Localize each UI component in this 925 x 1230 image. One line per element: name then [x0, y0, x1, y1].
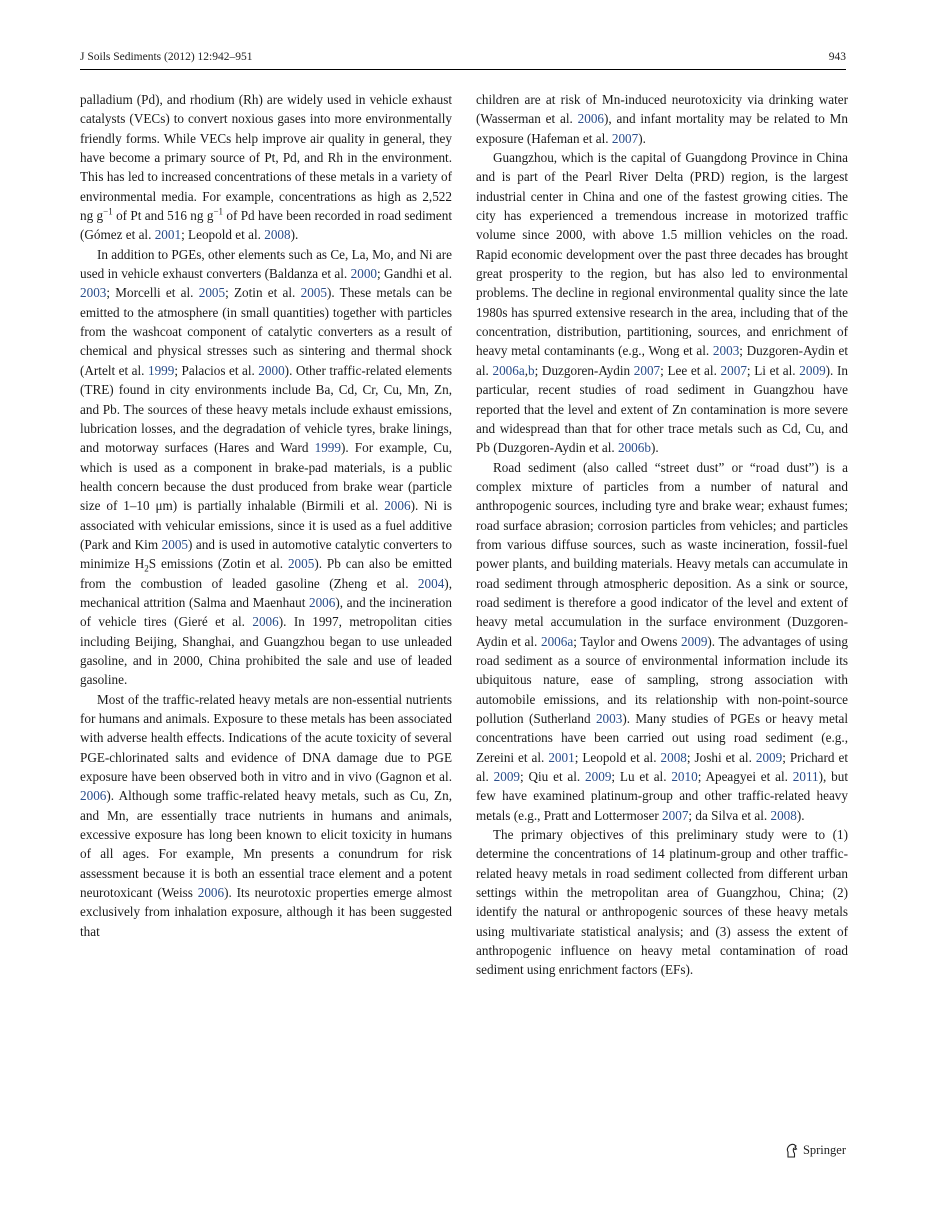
citation-link[interactable]: 2005 — [287, 556, 315, 572]
citation-link[interactable]: 2010 — [671, 769, 698, 785]
citation-link[interactable]: 2007 — [633, 362, 661, 378]
citation-link[interactable]: 2003 — [712, 343, 740, 359]
citation-link[interactable]: 2003 — [80, 285, 107, 301]
left-column — [80, 90, 452, 941]
citation-link[interactable]: 2007 — [662, 807, 689, 823]
citation-link[interactable]: 2007 — [720, 362, 747, 378]
citation-link[interactable]: 2006 — [384, 498, 411, 514]
publisher-name: Springer — [802, 1142, 846, 1157]
paragraph: Most of the traffic-related heavy metals are non-essential nutrients for humans and animals. Exposure to these metals has been associated with adverse health effects. Indications of the acute toxicity of several PGE-chlorinated salts and evidence of DNA damage due to PGE exposure have been observed both in vitro and in vivo (Gagnon et al. 2006). Although some traffic-related heavy metals, such as Cu, Zn, and Mn, are essentially trace nutrients in humans and animals, excessive exposure has long been known to elicit toxicity in humans of all ages. For example, Mn presents a conundrum for risk assessment because it is both an essential trace element and a potent neurotoxicant (Weiss 2006). Its neurotoxic properties emerge almost exclusively from inhalation exposure, although it has been suggested that — [80, 691, 452, 939]
publisher-footer — [785, 1141, 846, 1159]
header-rule — [80, 69, 846, 70]
citation-link[interactable]: 2011 — [792, 769, 819, 785]
citation-link[interactable]: 2000 — [350, 266, 377, 282]
citation-link[interactable]: 2006 — [197, 885, 225, 901]
citation-link[interactable]: 2009 — [755, 749, 783, 765]
citation-link[interactable]: 2001 — [548, 749, 575, 765]
paragraph: palladium (Pd), and rhodium (Rh) are widely used in vehicle exhaust catalysts (VECs) to convert noxious gases into more environmentally friendly forms. While VECs help improve air quality in general, they have become a primary source of Pt, Pd, and Rh in the environment. This has led to increased concentrations of these metals in a variety of environmental media. For example, concentrations as high as 2,522 ng $g^{-1}$ of Pt and 516 ng $g^{-1}$ of Pd have been recorded in road sediment (Gómez et al. 2001; Leopold et al. 2008). — [80, 92, 452, 243]
citation-link[interactable]: 2005 — [300, 285, 327, 301]
citation-link[interactable]: 2005 — [198, 285, 226, 301]
citation-link[interactable]: 2008 — [660, 749, 687, 765]
citation-link[interactable]: 2009 — [799, 362, 826, 378]
citation-link[interactable]: 2006 — [80, 788, 107, 804]
citation-link[interactable]: 2008 — [264, 227, 291, 243]
right-column — [476, 90, 848, 980]
citation-link[interactable]: 2006a — [492, 362, 525, 378]
paragraph: Guangzhou, which is the capital of Guangdong Province in China and is part of the Pearl River Delta (PRD) region, is the largest industrial center in China and one of the fastest growing cities. The city has experienced a tremendous increase in motorized traffic volume since 2000, with above 1.5 million vehicles on the road. Rapid economic development over the past three decades has brought great prosperity to the region, but has also led to environmental problems. The decline in regional environmental quality since the late 1980s has spurred extensive research in the area, including that of the concentration, distribution, partitioning, sources, and enrichment of heavy metal contaminants (e.g., Wong et al. 2003; Duzgoren-Aydin et al. 2006a,b; Duzgoren-Aydin 2007; Lee et al. 2007; Li et al. 2009). In particular, recent studies of road sediment in Guangzhou have reported that the level and extent of Zn contamination is more severe and widespread than that for other trace metals such as Cd, Cu, and Pb (Duzgoren-Aydin et al. 2006b). — [476, 150, 849, 456]
citation-link[interactable]: 2004 — [417, 575, 445, 591]
citation-link[interactable]: 1999 — [314, 440, 341, 456]
citation-link[interactable]: 2003 — [595, 711, 623, 726]
paragraph: The primary objectives of this preliminary study were to (1) determine the concentrations of 14 platinum-group and other traffic-related heavy metals in road sediment collected from different urban settings within the metropolitan area of Guangzhou, China; (2) identify the natural or anthropogenic sources of these heavy metals using multivariate statistical analysis; and (3) assess the extent of anthropogenic influence on heavy metal contamination of road sediment using enrichment factors (EFs). — [476, 827, 848, 978]
page-number: 943 — [828, 51, 846, 63]
citation-link[interactable]: 2007 — [611, 130, 639, 146]
citation-link[interactable]: 2006 — [308, 594, 336, 610]
citation-link[interactable]: 2009 — [585, 769, 612, 785]
citation-link[interactable]: 2000 — [258, 362, 285, 378]
paragraph: children are at risk of Mn-induced neurotoxicity via drinking water (Wasserman et al. 2006), and infant mortality may be related to Mn exposure (Hafeman et al. 2007). — [476, 92, 848, 146]
citation-link[interactable]: 2008 — [770, 807, 797, 823]
citation-link[interactable]: 2006a — [540, 633, 574, 649]
springer-horse-icon — [785, 1143, 799, 1158]
citation-link[interactable]: 2006b — [617, 440, 651, 456]
running-header — [80, 51, 846, 69]
citation-link[interactable]: 1999 — [147, 362, 175, 378]
citation-link[interactable]: 2009 — [493, 769, 521, 785]
citation-link[interactable]: 2006 — [252, 614, 279, 630]
paragraph: Road sediment (also called “street dust” or “road dust”) is a complex mixture of particles from a number of natural and anthropogenic sources, including tyre and brake wear; exhaust fumes; road surface abrasion; corrosion particles from vehicles; and particles from various diffuse sources, such as waste incineration, fossil-fuel power plants, and building materials. Heavy metals can accumulate in road sediment through atmospheric deposition. As a sink or source, road sediment is therefore a good indicator of the level and extent of heavy metal accumulation in the surface environment (Duzgoren-Aydin et al. 2006a; Taylor and Owens 2009). The advantages of using road sediment as a source of environmental information include its ubiquitous nature, ease of sampling, strong association with automobile emissions, and its relationship with non-point-source pollution (Sutherland 2003). Many studies of PGEs or heavy metal concentrations have been carried out using road sediment (e.g., Zereini et al. 2001; Leopold et al. 2008; Joshi et al. 2009; Prichard et al. 2009; Qiu et al. 2009; Lu et al. 2010; Apeagyei et al. 2011), but few have examined platinum-group and other traffic-related heavy metals (e.g., Pratt and Lottermoser 2007; da Silva et al. 2008). — [476, 459, 849, 823]
citation-link[interactable]: 2009 — [681, 633, 708, 649]
citation-link[interactable]: 2005 — [161, 536, 188, 552]
journal-citation: J Soils Sediments (2012) 12:942–951 — [80, 51, 253, 63]
citation-link[interactable]: b — [528, 362, 535, 378]
citation-link[interactable]: 2001 — [154, 227, 182, 243]
citation-link[interactable]: 2006 — [577, 111, 605, 127]
paragraph: In addition to PGEs, other elements such as Ce, La, Mo, and Ni are used in vehicle exhaust converters (Baldanza et al. 2000; Gandhi et al. 2003; Morcelli et al. 2005; Zotin et al. 2005). These metals can be emitted to the atmosphere (in small quantities) together with particles from the washcoat component of catalytic converters as a result of chemical and physical stresses such as sintering and thermal shock (Artelt et al. 1999; Palacios et al. 2000). Other traffic-related elements (TRE) found in city environments include Ba, Cd, Cr, Cu, Mn, Zn, and Pb. The sources of these heavy metals include exhaust emissions, lubrication losses, and the degradation of vehicle tyres, brake linings, and motorway surfaces (Hares and Ward 1999). For example, Cu, which is used as a component in brake-pad materials, is a public health concern because the dust produced from brake wear (particle size of 1–10 μm) is partially inhalable (Birmili et al. 2006). Ni is associated with vehicular emissions, since it is used as a fuel additive (Park and Kim 2005) and is used in automotive catalytic converters to minimize $H_2S$ emissions (Zotin et al. 2005). Pb can also be emitted from the combustion of leaded gasoline (Zheng et al. 2004), mechanical attrition (Salma and Maenhaut 2006), and the incineration of vehicle tires (Gieré et al. 2006). In 1997, metropolitan cities including Beijing, Shanghai, and Guangzhou began to use unleaded gasoline, and in 2000, China prohibited the sale and use of leaded gasoline. — [80, 246, 453, 688]
